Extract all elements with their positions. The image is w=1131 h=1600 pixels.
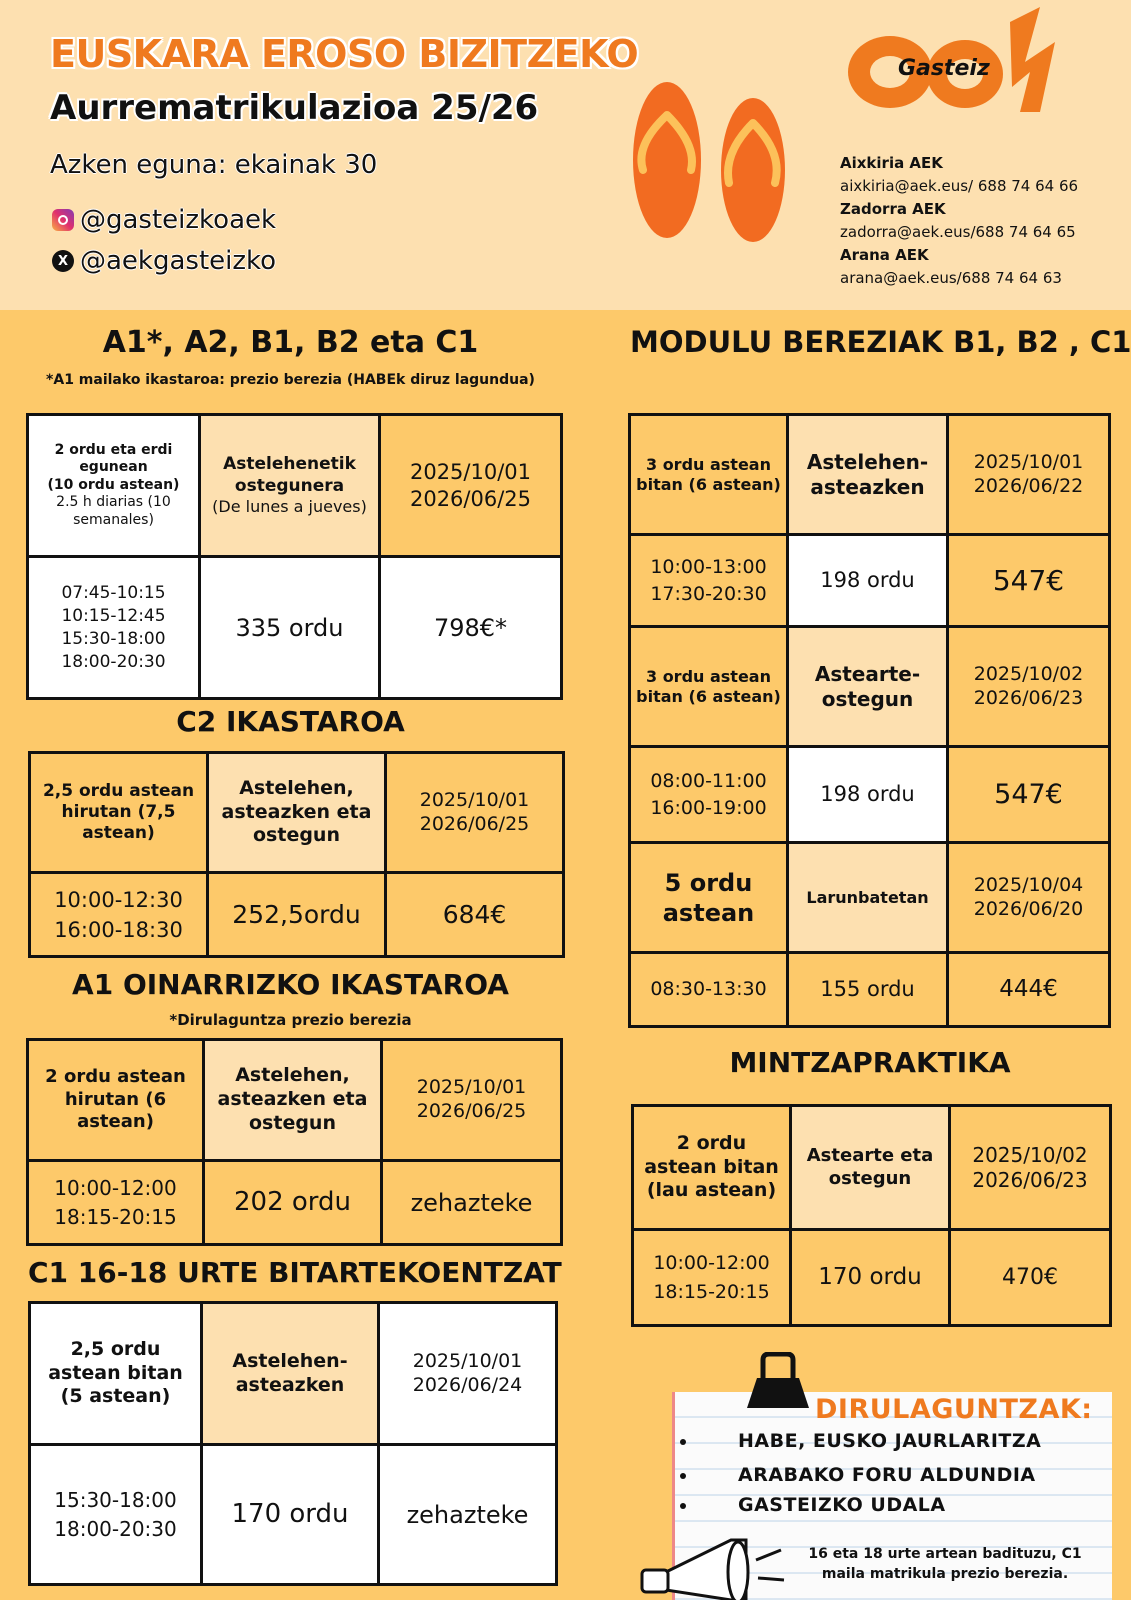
total-hours-cell: 335 ordu bbox=[200, 557, 380, 699]
price-cell: 470€ bbox=[950, 1230, 1111, 1326]
days-cell: Astearte eta ostegun bbox=[791, 1106, 950, 1230]
total-hours-cell: 170 ordu bbox=[202, 1445, 379, 1585]
times-cell: 08:30-13:30 bbox=[630, 953, 788, 1027]
days-cell: Astelehen, asteazken eta ostegun bbox=[208, 753, 386, 873]
contacts-block bbox=[840, 152, 1078, 290]
times-cell: 15:30-18:00 18:00-20:30 bbox=[30, 1445, 202, 1585]
flip-flops-icon bbox=[625, 75, 795, 245]
total-hours-cell: 170 ordu bbox=[791, 1230, 950, 1326]
days-cell: Larunbatetan bbox=[788, 843, 948, 953]
c2-title: C2 IKASTAROA bbox=[176, 705, 405, 738]
days-cell: Astelehen- asteazken bbox=[788, 415, 948, 535]
times-cell: 10:00-13:00 17:30-20:30 bbox=[630, 535, 788, 627]
a1-title: A1 OINARRIZKO IKASTAROA bbox=[72, 968, 509, 1001]
total-hours-cell: 198 ordu bbox=[788, 535, 948, 627]
main-course-note: *A1 mailako ikastaroa: prezio berezia (HABEk diruz lagundua) bbox=[46, 372, 535, 388]
page-title: EUSKARA EROSO BIZITZEKO bbox=[50, 32, 639, 76]
hours-cell: 2,5 ordu astean hirutan (7,5 astean) bbox=[30, 753, 208, 873]
c2-table bbox=[28, 751, 565, 958]
page-subtitle: Aurrematrikulazioa 25/26 bbox=[50, 88, 539, 128]
modules-table bbox=[628, 413, 1111, 1028]
hours-cell: 2 ordu astean bitan (lau astean) bbox=[633, 1106, 791, 1230]
times-cell: 10:00-12:00 18:15-20:15 bbox=[633, 1230, 791, 1326]
price-cell: zehazteke bbox=[382, 1161, 562, 1245]
c1-young-title: C1 16-18 URTE BITARTEKOENTZAT bbox=[28, 1256, 562, 1289]
hours-cell: 2 ordu eta erdi egunean (10 ordu astean) 2.5 h diarias (10 semanales) bbox=[28, 415, 200, 557]
grants-note: 16 eta 18 urte artean badituzu, C1 maila matrikula prezio berezia. bbox=[808, 1546, 1082, 1582]
price-cell: zehazteke bbox=[379, 1445, 557, 1585]
dates-cell: 2025/10/01 2026/06/22 bbox=[948, 415, 1110, 535]
price-cell: 798€* bbox=[380, 557, 562, 699]
contact-name: Arana AEK bbox=[840, 246, 929, 264]
total-hours-cell: 252,5ordu bbox=[208, 873, 386, 957]
dates-cell: 2025/10/01 2026/06/25 bbox=[382, 1040, 562, 1161]
instagram-label: @gasteizkoaek bbox=[80, 205, 277, 235]
price-cell: 684€ bbox=[386, 873, 564, 957]
x-icon: X bbox=[52, 250, 74, 272]
main-course-title: A1*, A2, B1, B2 eta C1 bbox=[102, 325, 479, 360]
dates-cell: 2025/10/02 2026/06/23 bbox=[948, 627, 1110, 747]
c1-young-table bbox=[28, 1301, 558, 1586]
logo-city: Gasteiz bbox=[898, 56, 990, 81]
dates-cell: 2025/10/01 2026/06/25 bbox=[386, 753, 564, 873]
binder-clip-icon bbox=[745, 1352, 811, 1410]
total-hours-cell: 202 ordu bbox=[204, 1161, 382, 1245]
deadline-text: Azken eguna: ekainak 30 bbox=[50, 150, 378, 180]
contact-detail[interactable]: arana@aek.eus/688 74 64 63 bbox=[840, 269, 1062, 287]
a1-note: *Dirulaguntza prezio berezia bbox=[169, 1011, 412, 1029]
times-cell: 07:45-10:15 10:15-12:45 15:30-18:00 18:00-20:30 bbox=[28, 557, 200, 699]
hours-cell: 3 ordu astean bitan (6 astean) bbox=[630, 627, 788, 747]
contact-detail[interactable]: zadorra@aek.eus/688 74 64 65 bbox=[840, 223, 1076, 241]
dates-cell: 2025/10/04 2026/06/20 bbox=[948, 843, 1110, 953]
twitter-handle[interactable] bbox=[52, 246, 276, 276]
mintza-table bbox=[631, 1104, 1112, 1327]
days-cell: Astearte- ostegun bbox=[788, 627, 948, 747]
days-cell: Astelehenetik ostegunera (De lunes a jueves) bbox=[200, 415, 380, 557]
hours-cell: 2 ordu astean hirutan (6 astean) bbox=[28, 1040, 204, 1161]
hours-cell: 2,5 ordu astean bitan (5 astean) bbox=[30, 1303, 202, 1445]
grant-item: ARABAKO FORU ALDUNDIA bbox=[680, 1464, 1036, 1486]
total-hours-cell: 198 ordu bbox=[788, 747, 948, 843]
a1-table bbox=[26, 1038, 563, 1246]
contact-detail[interactable]: aixkiria@aek.eus/ 688 74 64 66 bbox=[840, 177, 1079, 195]
price-cell: 444€ bbox=[948, 953, 1110, 1027]
days-cell: Astelehen- asteazken bbox=[202, 1303, 379, 1445]
instagram-handle[interactable] bbox=[52, 205, 276, 235]
times-cell: 08:00-11:00 16:00-19:00 bbox=[630, 747, 788, 843]
grant-item: GASTEIZKO UDALA bbox=[680, 1494, 946, 1516]
dates-cell: 2025/10/02 2026/06/23 bbox=[950, 1106, 1111, 1230]
days-cell: Astelehen, asteazken eta ostegun bbox=[204, 1040, 382, 1161]
modules-title: MODULU BEREZIAK B1, B2 , C1 bbox=[630, 325, 1131, 359]
times-cell: 10:00-12:00 18:15-20:15 bbox=[28, 1161, 204, 1245]
grant-item: HABE, EUSKO JAURLARITZA bbox=[680, 1430, 1041, 1452]
contact-name: Aixkiria AEK bbox=[840, 154, 943, 172]
dates-cell: 2025/10/01 2026/06/24 bbox=[379, 1303, 557, 1445]
price-cell: 547€ bbox=[948, 535, 1110, 627]
grants-title: DIRULAGUNTZAK: bbox=[815, 1394, 1093, 1425]
contact-name: Zadorra AEK bbox=[840, 200, 946, 218]
main-course-table bbox=[26, 413, 563, 700]
price-cell: 547€ bbox=[948, 747, 1110, 843]
times-cell: 10:00-12:30 16:00-18:30 bbox=[30, 873, 208, 957]
hours-cell: 3 ordu astean bitan (6 astean) bbox=[630, 415, 788, 535]
mintza-title: MINTZAPRAKTIKA bbox=[729, 1046, 1011, 1079]
instagram-icon bbox=[52, 209, 74, 231]
hours-cell: 5 ordu astean bbox=[630, 843, 788, 953]
twitter-label: @aekgasteizko bbox=[80, 246, 277, 276]
total-hours-cell: 155 ordu bbox=[788, 953, 948, 1027]
megaphone-icon bbox=[636, 1532, 786, 1600]
dates-cell: 2025/10/01 2026/06/25 bbox=[380, 415, 562, 557]
